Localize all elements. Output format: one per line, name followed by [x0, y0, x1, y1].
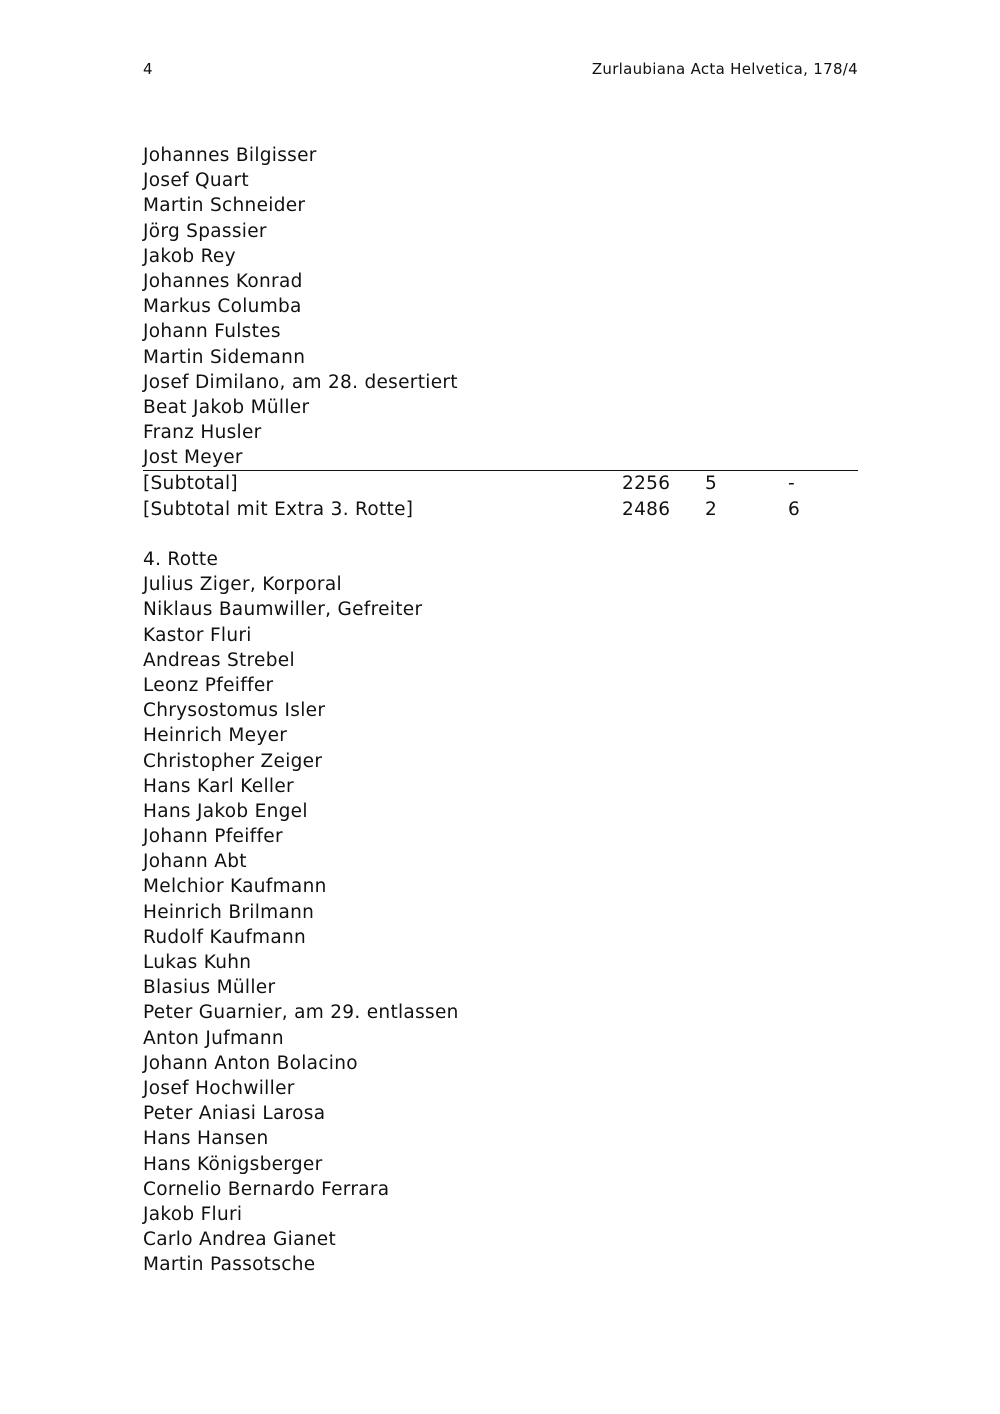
subtotal-value-3: -: [788, 473, 795, 495]
subtotal-row: [143, 497, 858, 522]
list-item: Heinrich Meyer: [143, 725, 288, 747]
list-item: Leonz Pfeiffer: [143, 674, 274, 696]
list-item: Hans Hansen: [143, 1128, 269, 1150]
subtotal-row: [143, 471, 858, 496]
list-item: Melchior Kaufmann: [143, 876, 327, 898]
list-item: Martin Sidemann: [143, 346, 306, 368]
list-item: Chrysostomus Isler: [143, 700, 326, 722]
list-item: Josef Dimilano, am 28. desertiert: [143, 371, 458, 393]
list-item: Peter Guarnier, am 29. entlassen: [143, 1002, 459, 1024]
document-body: [143, 143, 858, 1277]
list-item: Johannes Bilgisser: [143, 145, 317, 166]
roster-list-section-1: [143, 143, 858, 470]
list-item: Johann Pfeiffer: [143, 826, 283, 848]
list-item: Rudolf Kaufmann: [143, 926, 307, 948]
list-item: Jakob Rey: [143, 245, 236, 267]
subtotal-value-1: 2486: [622, 498, 671, 520]
list-item: Anton Jufmann: [143, 1027, 284, 1049]
list-item: Hans Jakob Engel: [143, 800, 308, 822]
list-item: Jost Meyer: [143, 447, 243, 469]
list-item: Johann Anton Bolacino: [143, 1052, 358, 1074]
list-item: Carlo Andrea Gianet: [143, 1229, 336, 1251]
list-item: Jakob Fluri: [143, 1203, 243, 1225]
list-item: Niklaus Baumwiller, Gefreiter: [143, 599, 423, 621]
list-item: Kastor Fluri: [143, 624, 252, 646]
subtotal-value-2: 2: [705, 498, 718, 520]
list-item: Hans Karl Keller: [143, 775, 294, 797]
list-item: Johannes Konrad: [143, 270, 303, 292]
section-heading: 4. Rotte: [143, 549, 219, 570]
list-item: Martin Schneider: [143, 195, 306, 217]
subtotal-label: [Subtotal mit Extra 3. Rotte]: [143, 498, 414, 520]
list-item: Cornelio Bernardo Ferrara: [143, 1178, 390, 1200]
list-item: Lukas Kuhn: [143, 952, 252, 973]
list-item: Jörg Spassier: [143, 220, 267, 242]
list-item: Peter Aniasi Larosa: [143, 1103, 326, 1125]
subtotal-value-1: 2256: [622, 473, 671, 495]
list-item: Julius Ziger, Korporal: [143, 574, 342, 596]
running-header-title: Zurlaubiana Acta Helvetica, 178/4: [591, 60, 858, 78]
subtotals-table: [143, 470, 858, 521]
list-item: Markus Columba: [143, 296, 302, 318]
list-item: Beat Jakob Müller: [143, 396, 310, 418]
subtotal-value-2: 5: [705, 473, 718, 495]
list-item: Blasius Müller: [143, 977, 276, 999]
subtotal-value-3: 6: [788, 498, 801, 520]
list-item: Johann Fulstes: [143, 321, 281, 343]
roster-list-section-2: [143, 547, 858, 1277]
list-item: Johann Abt: [143, 851, 247, 873]
list-item: Martin Passotsche: [143, 1254, 316, 1276]
subtotal-label: [Subtotal]: [143, 473, 238, 495]
list-item: Hans Königsberger: [143, 1153, 323, 1175]
section-spacer: [143, 522, 858, 547]
list-item: Heinrich Brilmann: [143, 901, 315, 923]
list-item: Andreas Strebel: [143, 649, 295, 671]
page-number: 4: [143, 60, 153, 78]
list-item: Franz Husler: [143, 422, 262, 444]
list-item: Josef Quart: [143, 170, 249, 192]
list-item: Christopher Zeiger: [143, 750, 323, 772]
list-item: Josef Hochwiller: [143, 1077, 295, 1099]
